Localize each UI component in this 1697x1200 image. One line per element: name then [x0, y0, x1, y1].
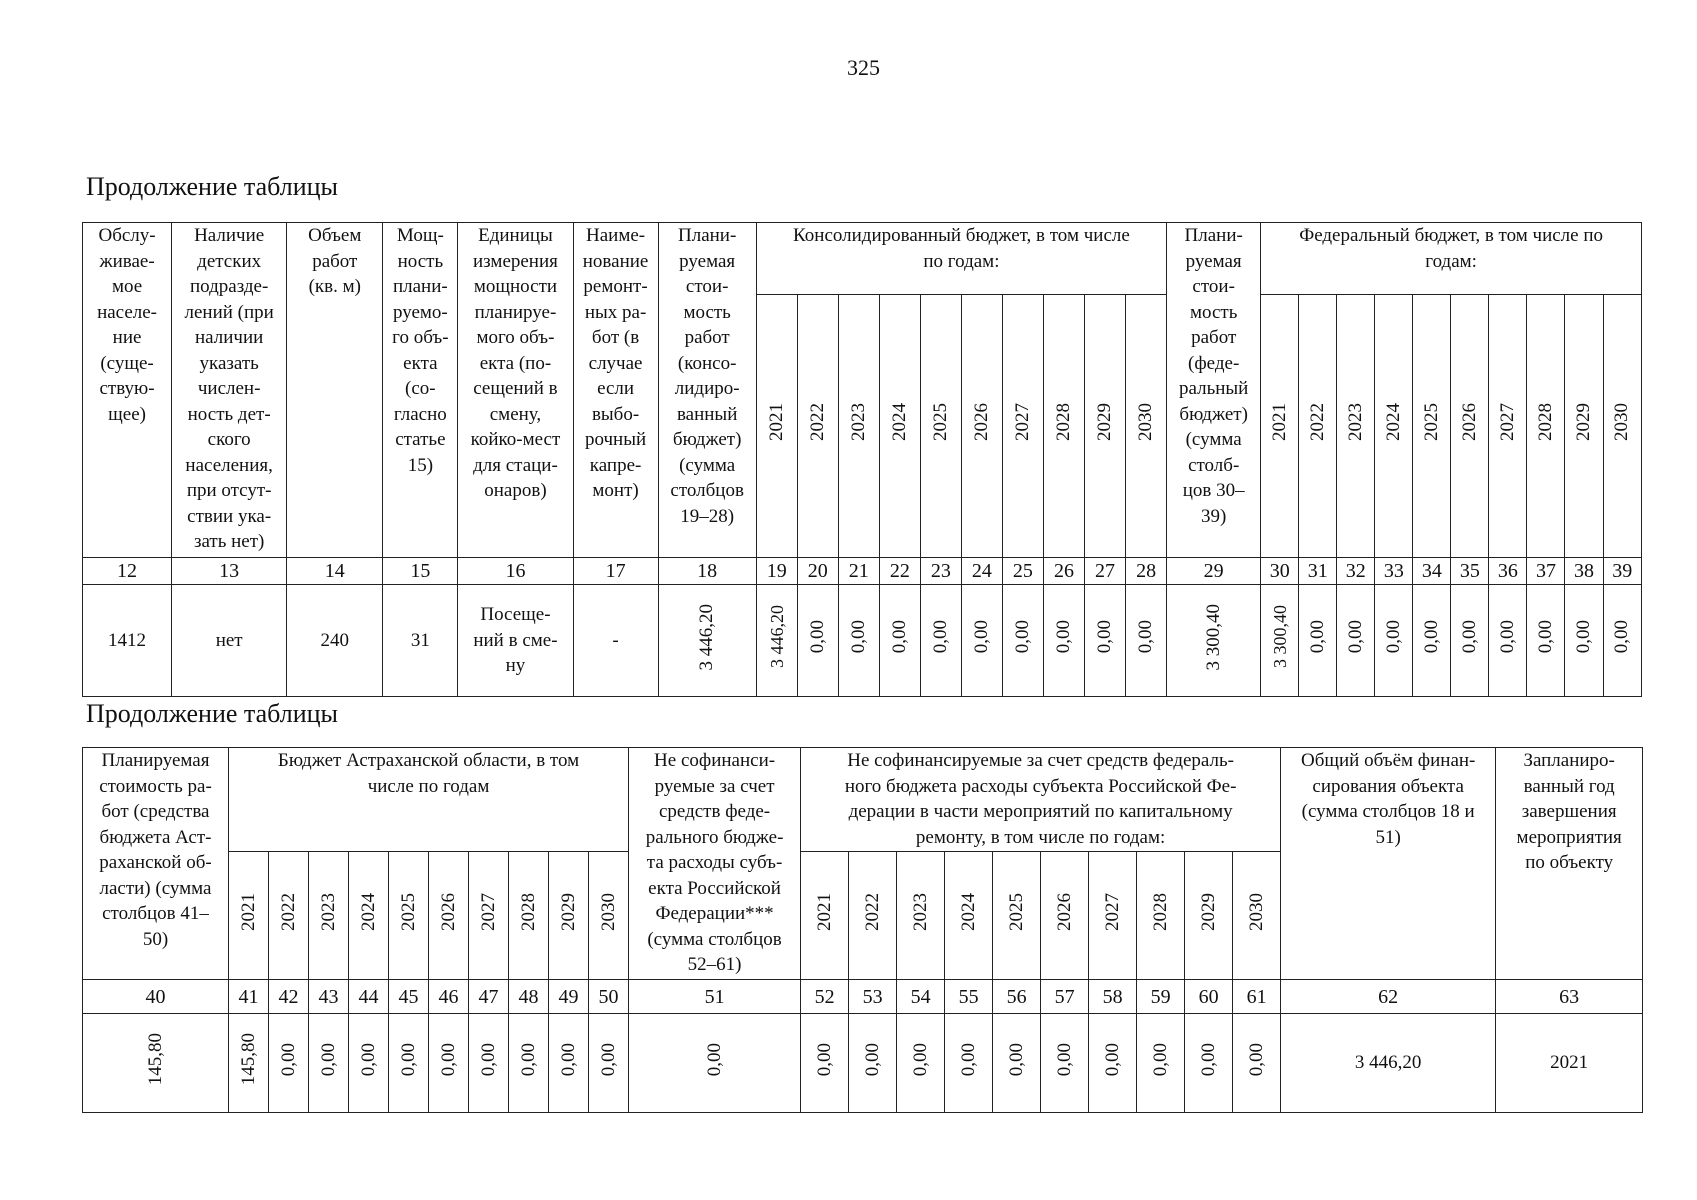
header-completion-year: Запланиро- ванный год завершения мероприятия по объекту	[1496, 748, 1643, 980]
year-header: 2028	[1137, 852, 1185, 980]
column-number: 30	[1261, 558, 1299, 585]
column-number: 16	[458, 558, 573, 585]
column-number: 61	[1233, 980, 1281, 1014]
cell-regional-year: 0,00	[469, 1014, 509, 1113]
column-number: 42	[269, 980, 309, 1014]
column-number: 54	[897, 980, 945, 1014]
header-repair-name: Наиме- нование ремонт- ных ра- бот (в случае если выбо- рочный капре- монт)	[573, 223, 658, 558]
year-header: 2021	[801, 852, 849, 980]
cell-regional-year: 0,00	[589, 1014, 629, 1113]
cell-consolidated-year: 0,00	[879, 585, 920, 697]
column-number: 20	[797, 558, 838, 585]
header-planned-cost-federal: Плани- руемая стои- мость работ (феде- ральный бюджет) (сумма столб- цов 30– 39)	[1167, 223, 1261, 558]
column-number: 62	[1281, 980, 1496, 1014]
column-number: 18	[658, 558, 756, 585]
cell-regional-year: 0,00	[429, 1014, 469, 1113]
cell-population: 1412	[83, 585, 172, 697]
table-1	[82, 222, 1642, 697]
column-number: 52	[801, 980, 849, 1014]
cell-regional-year: 0,00	[389, 1014, 429, 1113]
year-header: 2027	[1002, 295, 1043, 558]
column-number: 14	[287, 558, 383, 585]
header-planned-cost-regional: Планируемая стоимость ра- бот (средства бюджета Аст- раханской об- ласти) (сумма столбцов 41– 50)	[83, 748, 229, 980]
table-row	[83, 1014, 1643, 1113]
cell-capacity: 31	[383, 585, 458, 697]
cell-not-cofinanced-total: 0,00	[629, 1014, 801, 1113]
column-number: 53	[849, 980, 897, 1014]
cell-consolidated-year: 0,00	[1084, 585, 1125, 697]
cell-not-cofinanced-year: 0,00	[897, 1014, 945, 1113]
column-number-row	[83, 558, 1642, 585]
column-number: 24	[961, 558, 1002, 585]
year-header: 2029	[1565, 295, 1603, 558]
year-header: 2029	[1185, 852, 1233, 980]
header-not-cofinanced-total: Не софинанси- руемые за счет средств феде- рального бюдже- та расходы субъ- екта Российской Федерации*** (сумма столбцов 52–61)	[629, 748, 801, 980]
header-served-population: Обслу- живае- мое населе- ние (суще- ствую- щее)	[83, 223, 172, 558]
column-number: 38	[1565, 558, 1603, 585]
cell-total-financing: 3 446,20	[1281, 1014, 1496, 1113]
year-header: 2028	[509, 852, 549, 980]
column-number: 63	[1496, 980, 1643, 1014]
cell-regional-year: 0,00	[549, 1014, 589, 1113]
cell-regional-year: 0,00	[269, 1014, 309, 1113]
year-header: 2021	[229, 852, 269, 980]
year-header: 2022	[849, 852, 897, 980]
header-consolidated-budget: Консолидированный бюджет, в том числе по годам:	[756, 223, 1166, 295]
year-header: 2030	[1233, 852, 1281, 980]
year-header: 2022	[1299, 295, 1337, 558]
year-header: 2027	[1089, 852, 1137, 980]
year-header: 2025	[920, 295, 961, 558]
cell-federal-year: 0,00	[1299, 585, 1337, 697]
column-number: 31	[1299, 558, 1337, 585]
column-number: 59	[1137, 980, 1185, 1014]
column-number: 47	[469, 980, 509, 1014]
cell-planned-regional: 145,80	[83, 1014, 229, 1113]
year-header: 2030	[589, 852, 629, 980]
year-header: 2030	[1603, 295, 1642, 558]
cell-not-cofinanced-year: 0,00	[945, 1014, 993, 1113]
year-header: 2028	[1527, 295, 1565, 558]
cell-consolidated-year: 0,00	[920, 585, 961, 697]
cell-repair-name: -	[573, 585, 658, 697]
cell-planned-federal: 3 300,40	[1167, 585, 1261, 697]
column-number: 19	[756, 558, 797, 585]
table-1-caption: Продолжение таблицы	[86, 172, 338, 201]
column-number: 37	[1527, 558, 1565, 585]
year-header: 2028	[1043, 295, 1084, 558]
cell-not-cofinanced-year: 0,00	[1089, 1014, 1137, 1113]
year-header: 2027	[469, 852, 509, 980]
year-header: 2021	[1261, 295, 1299, 558]
column-number: 35	[1451, 558, 1489, 585]
column-number: 60	[1185, 980, 1233, 1014]
year-header: 2023	[309, 852, 349, 980]
cell-regional-year: 0,00	[309, 1014, 349, 1113]
cell-regional-year: 0,00	[349, 1014, 389, 1113]
cell-completion-year: 2021	[1496, 1014, 1643, 1113]
year-header: 2027	[1489, 295, 1527, 558]
column-number: 21	[838, 558, 879, 585]
year-header: 2024	[349, 852, 389, 980]
year-header: 2023	[897, 852, 945, 980]
year-header: 2025	[1413, 295, 1451, 558]
column-number: 27	[1084, 558, 1125, 585]
cell-volume: 240	[287, 585, 383, 697]
column-number: 29	[1167, 558, 1261, 585]
year-header: 2026	[961, 295, 1002, 558]
header-capacity: Мощ- ность плани- руемо- го объ- екта (со- гласно статье 15)	[383, 223, 458, 558]
column-number: 28	[1126, 558, 1167, 585]
column-number: 55	[945, 980, 993, 1014]
column-number: 25	[1002, 558, 1043, 585]
column-number: 12	[83, 558, 172, 585]
year-header: 2023	[1337, 295, 1375, 558]
column-number: 15	[383, 558, 458, 585]
table-2	[82, 747, 1643, 1113]
year-header: 2023	[838, 295, 879, 558]
year-header: 2030	[1126, 295, 1167, 558]
cell-consolidated-year: 0,00	[797, 585, 838, 697]
year-header: 2025	[389, 852, 429, 980]
column-number: 36	[1489, 558, 1527, 585]
table-row	[83, 585, 1642, 697]
column-number: 40	[83, 980, 229, 1014]
cell-federal-year: 0,00	[1603, 585, 1642, 697]
header-regional-budget: Бюджет Астраханской области, в том числе по годам	[229, 748, 629, 852]
cell-federal-year: 0,00	[1451, 585, 1489, 697]
cell-not-cofinanced-year: 0,00	[993, 1014, 1041, 1113]
cell-consolidated-year: 0,00	[1002, 585, 1043, 697]
column-number-row	[83, 980, 1643, 1014]
column-number: 41	[229, 980, 269, 1014]
year-header: 2024	[879, 295, 920, 558]
header-children-units: Наличие детских подразде- лений (при наличии указать числен- ность дет- ского населения, при отсут- ствии ука- зать нет)	[172, 223, 287, 558]
cell-consolidated-year: 3 446,20	[756, 585, 797, 697]
column-number: 39	[1603, 558, 1642, 585]
cell-federal-year: 0,00	[1413, 585, 1451, 697]
column-number: 49	[549, 980, 589, 1014]
year-header: 2026	[1041, 852, 1089, 980]
column-number: 51	[629, 980, 801, 1014]
cell-capacity-units: Посеще- ний в сме- ну	[458, 585, 573, 697]
cell-not-cofinanced-year: 0,00	[849, 1014, 897, 1113]
column-number: 46	[429, 980, 469, 1014]
cell-consolidated-year: 0,00	[1043, 585, 1084, 697]
header-total-financing: Общий объём финан- сирования объекта (сумма столбцов 18 и 51)	[1281, 748, 1496, 980]
cell-consolidated-year: 0,00	[961, 585, 1002, 697]
column-number: 22	[879, 558, 920, 585]
table-2-caption: Продолжение таблицы	[86, 699, 338, 728]
column-number: 17	[573, 558, 658, 585]
year-header: 2022	[269, 852, 309, 980]
cell-regional-year: 145,80	[229, 1014, 269, 1113]
cell-consolidated-year: 0,00	[838, 585, 879, 697]
year-header: 2029	[1084, 295, 1125, 558]
cell-federal-year: 0,00	[1565, 585, 1603, 697]
column-number: 58	[1089, 980, 1137, 1014]
cell-federal-year: 3 300,40	[1261, 585, 1299, 697]
year-header: 2025	[993, 852, 1041, 980]
header-work-volume: Объем работ (кв. м)	[287, 223, 383, 558]
column-number: 23	[920, 558, 961, 585]
year-header: 2024	[1375, 295, 1413, 558]
cell-children: нет	[172, 585, 287, 697]
cell-federal-year: 0,00	[1375, 585, 1413, 697]
column-number: 48	[509, 980, 549, 1014]
header-not-cofinanced-years: Не софинансируемые за счет средств федераль- ного бюджета расходы субъекта Российской Фе- дерации в части мероприятий по капитальному ремонту, в том числе по годам:	[801, 748, 1281, 852]
cell-federal-year: 0,00	[1527, 585, 1565, 697]
year-header: 2024	[945, 852, 993, 980]
year-header: 2026	[1451, 295, 1489, 558]
cell-not-cofinanced-year: 0,00	[1041, 1014, 1089, 1113]
year-header: 2029	[549, 852, 589, 980]
column-number: 50	[589, 980, 629, 1014]
column-number: 32	[1337, 558, 1375, 585]
column-number: 34	[1413, 558, 1451, 585]
year-header: 2022	[797, 295, 838, 558]
column-number: 57	[1041, 980, 1089, 1014]
cell-regional-year: 0,00	[509, 1014, 549, 1113]
cell-planned-consolidated: 3 446,20	[658, 585, 756, 697]
cell-not-cofinanced-year: 0,00	[1185, 1014, 1233, 1113]
cell-consolidated-year: 0,00	[1126, 585, 1167, 697]
column-number: 26	[1043, 558, 1084, 585]
column-number: 44	[349, 980, 389, 1014]
column-number: 13	[172, 558, 287, 585]
year-header: 2026	[429, 852, 469, 980]
year-header: 2021	[756, 295, 797, 558]
header-capacity-units: Единицы измерения мощности планируе- мого объ- екта (по- сещений в смену, койко-мест для стаци- онаров)	[458, 223, 573, 558]
cell-federal-year: 0,00	[1337, 585, 1375, 697]
column-number: 33	[1375, 558, 1413, 585]
header-federal-budget: Федеральный бюджет, в том числе по годам:	[1261, 223, 1642, 295]
header-planned-cost-consolidated: Плани- руемая стои- мость работ (консо- лидиро- ванный бюджет) (сумма столбцов 19–28)	[658, 223, 756, 558]
cell-not-cofinanced-year: 0,00	[801, 1014, 849, 1113]
column-number: 43	[309, 980, 349, 1014]
cell-not-cofinanced-year: 0,00	[1233, 1014, 1281, 1113]
column-number: 56	[993, 980, 1041, 1014]
page-number: 325	[847, 55, 880, 80]
column-number: 45	[389, 980, 429, 1014]
cell-federal-year: 0,00	[1489, 585, 1527, 697]
cell-not-cofinanced-year: 0,00	[1137, 1014, 1185, 1113]
